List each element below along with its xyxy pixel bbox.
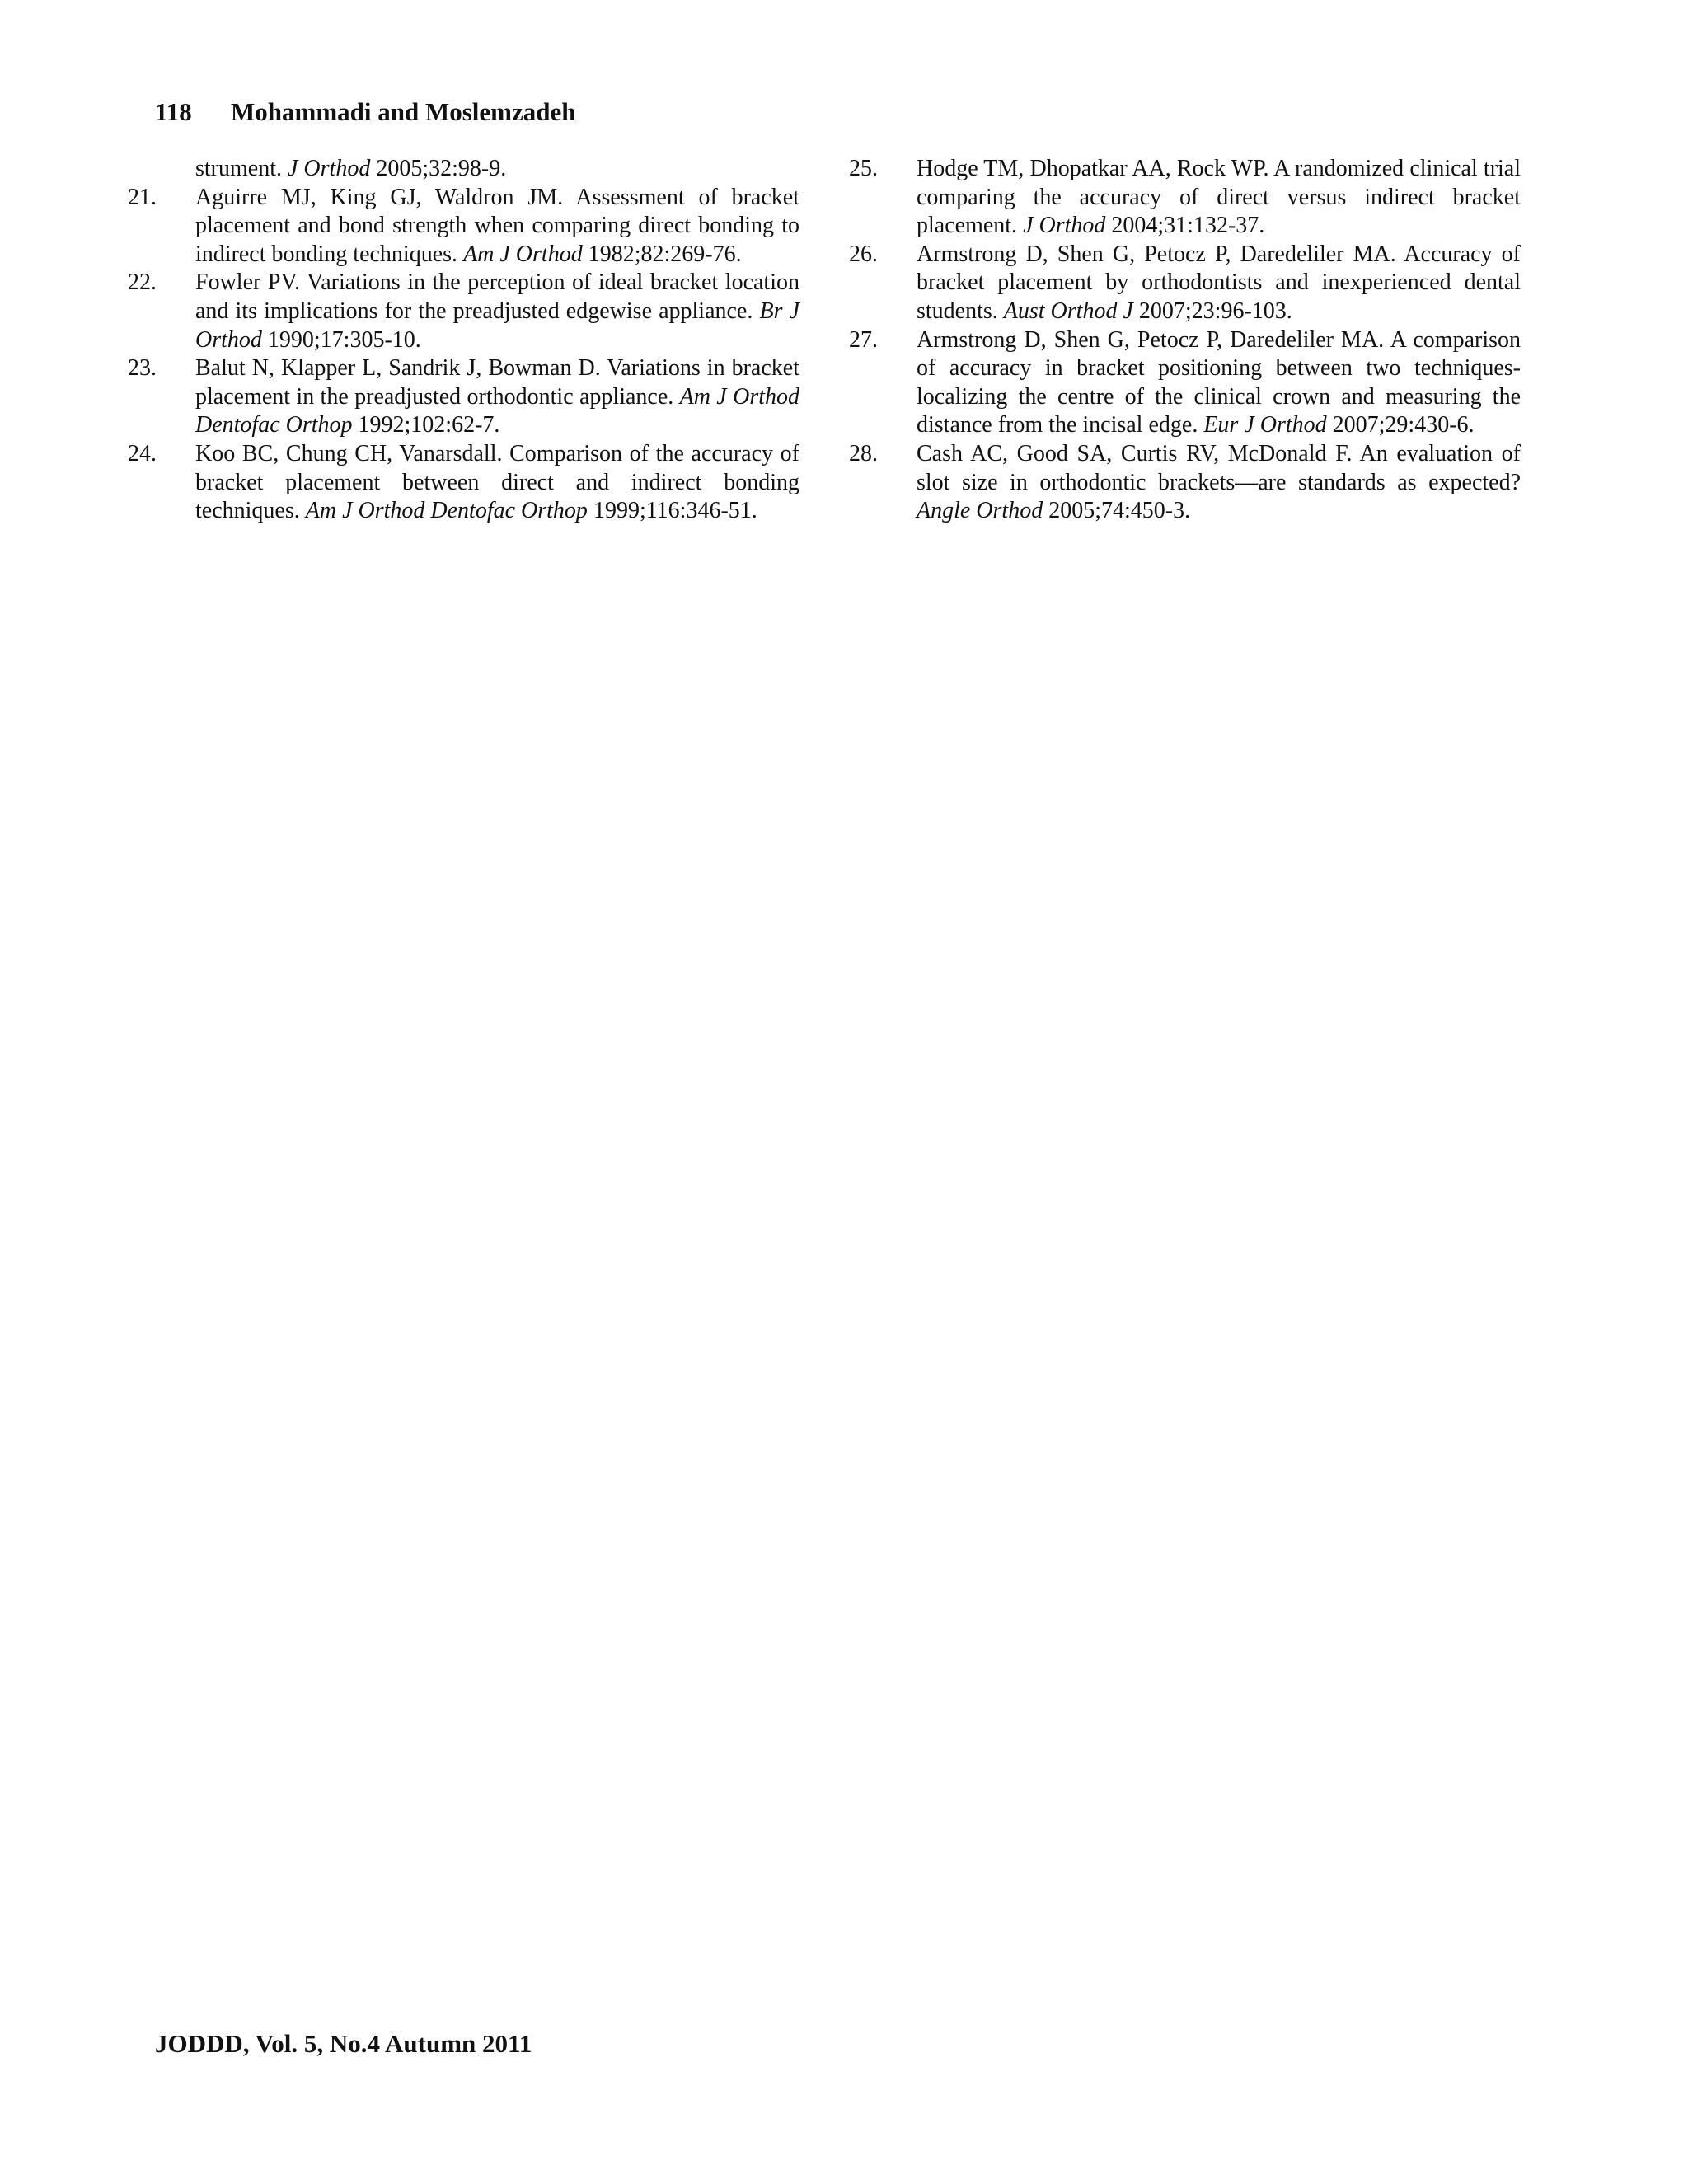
reference-item [128, 269, 799, 354]
journal-title: Eur J Orthod [1203, 412, 1327, 438]
reference-segment: 2007;29:430-6. [1326, 412, 1475, 438]
reference-segment: Balut N, Klapper L, Sandrik J, Bowman D. Variations in bracket placement in the preadjusted orthodontic appliance. [195, 355, 799, 410]
reference-number: 25. [849, 156, 878, 181]
journal-title: Am J Orthod Dentofac Orthop [195, 383, 799, 438]
references-left-column [128, 155, 799, 526]
reference-item [128, 184, 799, 269]
reference-text [195, 155, 799, 184]
reference-item [849, 155, 1521, 241]
reference-segment: 2005;74:450-3. [1043, 498, 1191, 524]
reference-segment: Hodge TM, Dhopatkar AA, Rock WP. A randomized clinical trial comparing the accuracy of direct versus indirect bracket placement. [917, 156, 1521, 239]
reference-segment: 2004;31:132-37. [1105, 213, 1265, 239]
journal-title: Am J Orthod Dentofac Orthop [305, 498, 588, 524]
reference-item [128, 440, 799, 526]
reference-segment: strument. [195, 156, 288, 181]
reference-number: 28. [849, 440, 878, 466]
reference-segment: 2007;23:96-103. [1132, 298, 1292, 324]
reference-segment: 1982;82:269-76. [582, 241, 742, 267]
reference-text [917, 440, 1521, 526]
reference-text [195, 269, 799, 354]
reference-text [917, 326, 1521, 440]
reference-number: 21. [128, 184, 157, 210]
reference-text [195, 354, 799, 440]
reference-number: 24. [128, 440, 157, 466]
running-head-authors: Mohammadi and Moslemzadeh [231, 97, 576, 126]
reference-text [195, 440, 799, 526]
journal-title: J Orthod [1023, 213, 1106, 239]
reference-item [128, 354, 799, 440]
reference-number: 23. [128, 355, 157, 382]
reference-item [849, 241, 1521, 326]
reference-item [849, 440, 1521, 526]
reference-segment: Koo BC, Chung CH, Vanarsdall. Comparison of the accuracy of bracket placement between direct and indirect bonding techniques. [195, 440, 799, 524]
page-number: 118 [155, 97, 192, 126]
reference-number: 22. [128, 269, 157, 296]
reference-segment: Cash AC, Good SA, Curtis RV, McDonald F. An evaluation of slot size in orthodontic brackets—are standards as expected? [917, 440, 1521, 495]
reference-segment: 1992;102:62-7. [352, 412, 500, 438]
journal-title: Br J Orthod [195, 298, 799, 353]
reference-number: 26. [849, 241, 878, 267]
reference-item [849, 326, 1521, 440]
reference-item [128, 155, 799, 184]
reference-segment: 1999;116:346-51. [587, 498, 757, 524]
journal-title: Aust Orthod J [1003, 298, 1133, 324]
journal-title: Am J Orthod [463, 241, 583, 267]
running-head [155, 97, 576, 127]
reference-text [195, 184, 799, 269]
reference-segment: Aguirre MJ, King GJ, Waldron JM. Assessment of bracket placement and bond strength when comparing direct bonding to indirect bonding techniques. [195, 184, 799, 267]
reference-segment: Fowler PV. Variations in the perception of ideal bracket location and its implications for the preadjusted edgewise appliance. [195, 269, 799, 324]
journal-footer: JODDD, Vol. 5, No.4 Autumn 2011 [155, 2029, 532, 2058]
reference-segment: 2005;32:98-9. [370, 156, 507, 181]
references-right-column [849, 155, 1521, 526]
reference-segment: Armstrong D, Shen G, Petocz P, Daredeliler MA. Accuracy of bracket placement by orthodontists and inexperienced dental students. [917, 241, 1521, 324]
reference-segment: 1990;17:305-10. [261, 326, 421, 353]
journal-title: J Orthod [288, 156, 371, 181]
reference-text [917, 241, 1521, 326]
reference-segment: Armstrong D, Shen G, Petocz P, Daredeliler MA. A comparison of accuracy in bracket positioning between two techniques-localizing the centre of the clinical crown and measuring the distance from the incisal edge. [917, 326, 1521, 438]
reference-text [917, 155, 1521, 241]
reference-number: 27. [849, 326, 878, 353]
journal-title: Angle Orthod [917, 498, 1043, 524]
